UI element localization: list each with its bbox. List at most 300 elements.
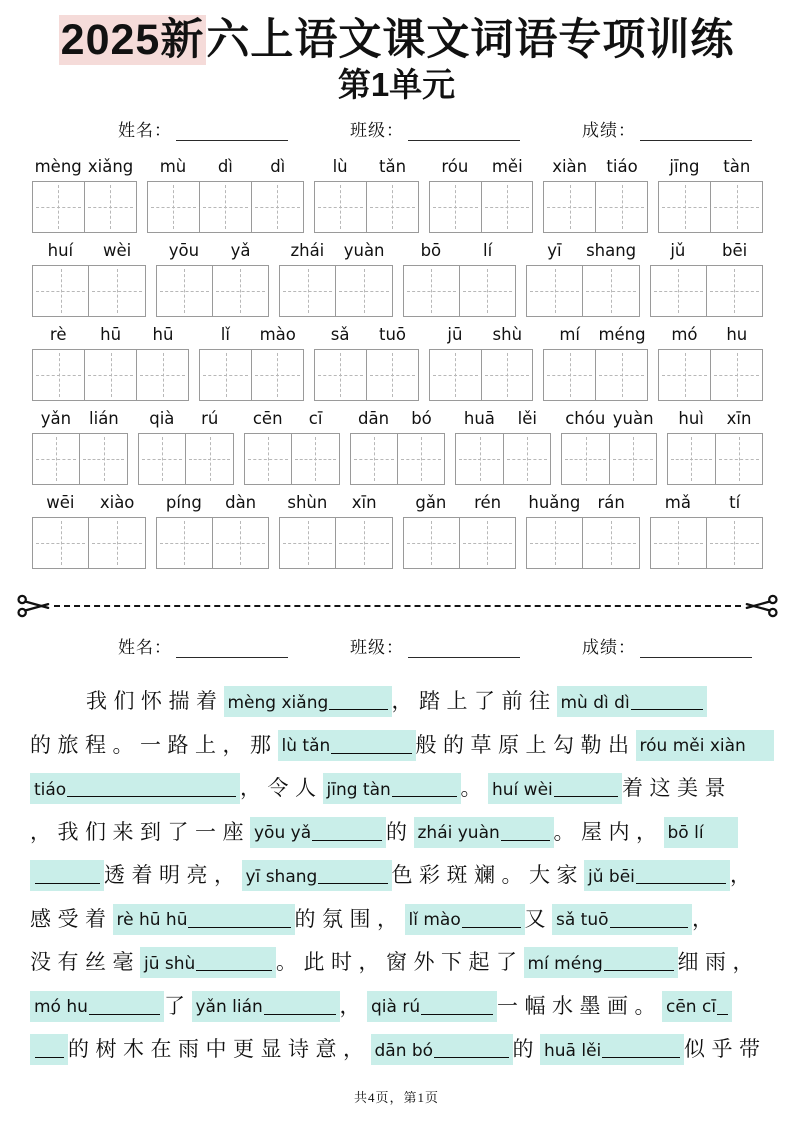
pinyin-syllable: zhái bbox=[290, 241, 325, 261]
blank-write-line bbox=[35, 883, 100, 884]
pinyin-syllable: tí bbox=[729, 493, 741, 513]
passage-line bbox=[30, 674, 765, 718]
writing-box bbox=[583, 518, 638, 568]
writing-box-group bbox=[156, 265, 270, 317]
class-field bbox=[350, 633, 520, 658]
writing-box bbox=[651, 518, 707, 568]
writing-box bbox=[482, 182, 533, 232]
writing-box bbox=[157, 518, 213, 568]
passage-text: 的氛围， bbox=[294, 906, 405, 931]
blank-pinyin-hint: sǎ tuō bbox=[556, 910, 609, 931]
pinyin-word-group bbox=[138, 406, 234, 485]
writing-box bbox=[398, 434, 444, 484]
pinyin-grid-row bbox=[32, 490, 763, 569]
writing-box-group bbox=[279, 265, 393, 317]
fill-in-blank bbox=[224, 686, 392, 717]
pinyin-syllable: chóu bbox=[565, 409, 606, 429]
writing-box bbox=[596, 182, 647, 232]
pinyin-word-group bbox=[32, 238, 146, 317]
pinyin-label-row bbox=[199, 322, 304, 349]
pinyin-grid-section bbox=[32, 149, 763, 569]
fill-in-blank bbox=[524, 947, 678, 978]
pinyin-word-group bbox=[429, 154, 534, 233]
pinyin-word-group bbox=[32, 406, 128, 485]
pinyin-word-group bbox=[526, 490, 640, 569]
fill-in-blank bbox=[30, 1034, 68, 1065]
scissors-icon bbox=[741, 593, 781, 619]
class-write-line bbox=[408, 641, 520, 658]
passage-text: 感受着 bbox=[30, 906, 113, 931]
blank-write-line bbox=[554, 796, 618, 797]
passage-text: 。此时，窗外下起了 bbox=[276, 950, 524, 975]
blank-write-line bbox=[89, 1014, 160, 1015]
writing-box bbox=[544, 350, 596, 400]
pinyin-syllable: jīng bbox=[669, 157, 700, 177]
name-label: 姓名： bbox=[118, 120, 172, 140]
writing-box-group bbox=[650, 265, 764, 317]
blank-write-line bbox=[318, 883, 387, 884]
pinyin-syllable: sǎ bbox=[330, 325, 350, 345]
pinyin-word-group bbox=[543, 322, 648, 401]
pinyin-syllable: xiàn bbox=[552, 157, 588, 177]
blank-pinyin-hint: lù tǎn bbox=[281, 736, 331, 757]
pinyin-label-row bbox=[156, 238, 270, 265]
writing-box-group bbox=[526, 517, 640, 569]
pinyin-syllable: dì bbox=[217, 157, 233, 177]
writing-box-group bbox=[199, 349, 304, 401]
fill-in-blank bbox=[662, 991, 732, 1022]
name-label: 姓名： bbox=[118, 637, 172, 657]
passage-text: ，踏上了前往 bbox=[391, 689, 557, 714]
pinyin-label-row bbox=[455, 406, 551, 433]
writing-box bbox=[404, 518, 460, 568]
pinyin-syllable: wèi bbox=[103, 241, 132, 261]
fill-in-blank bbox=[557, 686, 707, 717]
pinyin-syllable: mèng bbox=[34, 157, 82, 177]
blank-pinyin-hint: mù dì dì bbox=[560, 692, 630, 713]
fill-in-blank bbox=[488, 773, 622, 804]
pinyin-word-group bbox=[650, 238, 764, 317]
pinyin-word-group bbox=[667, 406, 763, 485]
pinyin-syllable: hū bbox=[100, 325, 122, 345]
pinyin-syllable: yuàn bbox=[343, 241, 385, 261]
pinyin-word-group bbox=[156, 490, 270, 569]
blank-write-line bbox=[631, 709, 703, 710]
passage-line bbox=[30, 804, 765, 848]
page-number-footer: 共4页，第1页 bbox=[353, 1090, 439, 1105]
writing-box bbox=[148, 182, 200, 232]
passage-text: ，令人 bbox=[240, 776, 323, 801]
fields-row-top bbox=[118, 116, 793, 141]
passage-text: ， bbox=[339, 993, 367, 1018]
pinyin-word-group bbox=[429, 322, 534, 401]
writing-box bbox=[80, 434, 126, 484]
pinyin-label-row bbox=[279, 490, 393, 517]
passage-text: 。屋内， bbox=[553, 819, 664, 844]
pinyin-syllable: dàn bbox=[225, 493, 257, 513]
blank-pinyin-hint: róu měi xiàn bbox=[639, 736, 746, 757]
writing-box bbox=[33, 434, 80, 484]
passage-text: 没有丝毫 bbox=[30, 950, 140, 975]
writing-box-group bbox=[32, 433, 128, 485]
name-write-line bbox=[176, 641, 288, 658]
writing-box-group bbox=[350, 433, 446, 485]
blank-write-line bbox=[421, 1014, 493, 1015]
blank-write-line bbox=[312, 840, 382, 841]
class-label: 班级： bbox=[350, 120, 404, 140]
score-field bbox=[582, 633, 752, 658]
fill-in-blank bbox=[278, 730, 416, 761]
blank-pinyin-hint: huā lěi bbox=[544, 1040, 602, 1061]
pinyin-label-row bbox=[32, 490, 146, 517]
pinyin-syllable: dì bbox=[270, 157, 286, 177]
pinyin-label-row bbox=[244, 406, 340, 433]
fill-in-blank bbox=[540, 1034, 684, 1065]
blank-pinyin-hint: yī shang bbox=[245, 866, 318, 887]
writing-box-group bbox=[403, 517, 517, 569]
fill-in-blank bbox=[584, 860, 730, 891]
pinyin-syllable: xiào bbox=[99, 493, 135, 513]
passage-text: 细雨， bbox=[677, 950, 760, 975]
pinyin-syllable: xīn bbox=[351, 493, 377, 513]
blank-write-line bbox=[67, 796, 236, 797]
pinyin-syllable: měi bbox=[491, 157, 523, 177]
passage-line bbox=[30, 717, 765, 761]
blank-pinyin-hint: mó hu bbox=[34, 997, 88, 1018]
writing-box-group bbox=[32, 349, 189, 401]
blank-write-line bbox=[462, 927, 521, 928]
page-title bbox=[0, 16, 793, 65]
fill-in-blank bbox=[367, 991, 497, 1022]
pinyin-word-group bbox=[32, 322, 189, 401]
pinyin-syllable: yī bbox=[547, 241, 562, 261]
writing-box bbox=[292, 434, 338, 484]
pinyin-label-row bbox=[526, 490, 640, 517]
pinyin-syllable: tiáo bbox=[606, 157, 638, 177]
writing-box bbox=[456, 434, 503, 484]
writing-box bbox=[596, 350, 647, 400]
fill-in-blank bbox=[323, 773, 461, 804]
pinyin-word-group bbox=[403, 490, 517, 569]
score-label: 成绩： bbox=[582, 637, 636, 657]
writing-box bbox=[157, 266, 213, 316]
writing-box bbox=[367, 350, 418, 400]
pinyin-word-group bbox=[658, 322, 763, 401]
writing-box bbox=[33, 182, 85, 232]
blank-write-line bbox=[392, 796, 457, 797]
fill-in-blank bbox=[664, 817, 738, 848]
pinyin-grid-row bbox=[32, 154, 763, 233]
class-label: 班级： bbox=[350, 637, 404, 657]
fill-in-blank bbox=[414, 817, 554, 848]
writing-box bbox=[89, 518, 144, 568]
pinyin-label-row bbox=[314, 322, 419, 349]
passage-text: 的旅程。一路上，那 bbox=[30, 732, 278, 757]
passage-text: 了 bbox=[164, 993, 192, 1018]
pinyin-syllable: huì bbox=[678, 409, 704, 429]
blank-write-line bbox=[604, 970, 674, 971]
pinyin-word-group bbox=[455, 406, 551, 485]
pinyin-word-group bbox=[543, 154, 648, 233]
fill-in-blank bbox=[250, 817, 386, 848]
passage-text: 的树木在雨中更显诗意， bbox=[68, 1037, 371, 1062]
fill-in-blank bbox=[30, 773, 240, 804]
writing-box-group bbox=[543, 349, 648, 401]
pinyin-label-row bbox=[350, 406, 446, 433]
writing-box-group bbox=[147, 181, 304, 233]
pinyin-label-row bbox=[526, 238, 640, 265]
fill-in-blank bbox=[30, 860, 104, 891]
pinyin-word-group bbox=[561, 406, 657, 485]
fill-in-blank bbox=[405, 904, 525, 935]
pinyin-syllable: cēn bbox=[252, 409, 283, 429]
pinyin-word-group bbox=[279, 490, 393, 569]
pinyin-word-group bbox=[32, 490, 146, 569]
writing-box bbox=[659, 182, 711, 232]
pinyin-label-row bbox=[658, 322, 763, 349]
pinyin-syllable: cī bbox=[308, 409, 323, 429]
pinyin-word-group bbox=[403, 238, 517, 317]
blank-pinyin-hint: jǔ bēi bbox=[588, 866, 635, 887]
pinyin-syllable: huí bbox=[47, 241, 74, 261]
writing-box bbox=[280, 518, 336, 568]
writing-box bbox=[336, 518, 391, 568]
passage-text: ，我们来到了一座 bbox=[30, 819, 250, 844]
writing-box bbox=[659, 350, 711, 400]
passage-text: 透着明亮， bbox=[104, 863, 242, 888]
writing-box bbox=[716, 434, 762, 484]
pinyin-grid-row bbox=[32, 406, 763, 485]
blank-write-line bbox=[196, 970, 272, 971]
writing-box bbox=[351, 434, 398, 484]
score-write-line bbox=[640, 124, 752, 141]
unit-subtitle: 第1单元 bbox=[337, 66, 456, 104]
blank-write-line bbox=[636, 883, 726, 884]
pinyin-grid-row bbox=[32, 238, 763, 317]
pinyin-grid-row bbox=[32, 322, 763, 401]
writing-box-group bbox=[543, 181, 648, 233]
blank-write-line bbox=[188, 927, 290, 928]
pinyin-label-row bbox=[147, 154, 304, 181]
pinyin-syllable: lǐ bbox=[220, 325, 230, 345]
cut-line bbox=[14, 593, 781, 619]
pinyin-syllable: méng bbox=[598, 325, 646, 345]
writing-box bbox=[562, 434, 609, 484]
pinyin-syllable: bēi bbox=[722, 241, 748, 261]
pinyin-syllable: yǎ bbox=[230, 241, 251, 261]
writing-box-group bbox=[429, 181, 534, 233]
writing-box bbox=[711, 182, 762, 232]
pinyin-syllable: wēi bbox=[46, 493, 75, 513]
blank-write-line bbox=[610, 927, 688, 928]
writing-box bbox=[430, 182, 482, 232]
passage-text: 着这美景 bbox=[622, 776, 732, 801]
pinyin-label-row bbox=[658, 154, 763, 181]
writing-box bbox=[482, 350, 533, 400]
pinyin-word-group bbox=[526, 238, 640, 317]
writing-box-group bbox=[244, 433, 340, 485]
class-field bbox=[350, 116, 520, 141]
blank-pinyin-hint: huí wèi bbox=[492, 779, 553, 800]
passage-line bbox=[30, 761, 765, 805]
blank-write-line bbox=[501, 840, 550, 841]
writing-box-group bbox=[32, 517, 146, 569]
fill-in-blank bbox=[371, 1034, 513, 1065]
pinyin-syllable: mào bbox=[259, 325, 296, 345]
writing-box bbox=[89, 266, 144, 316]
blank-pinyin-hint: dān bó bbox=[374, 1040, 434, 1061]
writing-box bbox=[430, 350, 482, 400]
pinyin-word-group bbox=[147, 154, 304, 233]
pinyin-label-row bbox=[561, 406, 657, 433]
blank-write-line bbox=[35, 1057, 64, 1058]
blank-write-line bbox=[434, 1057, 508, 1058]
pinyin-word-group bbox=[279, 238, 393, 317]
pinyin-label-row bbox=[543, 322, 648, 349]
pinyin-syllable: shùn bbox=[287, 493, 328, 513]
writing-box bbox=[544, 182, 596, 232]
fill-in-blank bbox=[242, 860, 392, 891]
writing-box-group bbox=[156, 517, 270, 569]
pinyin-syllable: dān bbox=[358, 409, 390, 429]
writing-box-group bbox=[32, 265, 146, 317]
writing-box bbox=[137, 350, 188, 400]
writing-box bbox=[315, 350, 367, 400]
writing-box-group bbox=[650, 517, 764, 569]
pinyin-syllable: huǎng bbox=[528, 493, 581, 513]
fill-in-blank bbox=[113, 904, 295, 935]
pinyin-label-row bbox=[650, 490, 764, 517]
passage-text: 一幅水墨画。 bbox=[497, 993, 662, 1018]
fill-in-blank bbox=[140, 947, 276, 978]
pinyin-syllable: gǎn bbox=[415, 493, 447, 513]
blank-write-line bbox=[602, 1057, 680, 1058]
writing-box bbox=[85, 350, 137, 400]
pinyin-word-group bbox=[314, 322, 419, 401]
blank-pinyin-hint: yǎn lián bbox=[195, 997, 263, 1018]
pinyin-syllable: xīn bbox=[726, 409, 752, 429]
writing-box bbox=[610, 434, 656, 484]
pinyin-syllable: hū bbox=[152, 325, 174, 345]
writing-box bbox=[527, 518, 583, 568]
blank-write-line bbox=[717, 1014, 728, 1015]
passage-text: 的 bbox=[512, 1037, 540, 1062]
pinyin-syllable: rán bbox=[597, 493, 625, 513]
writing-box-group bbox=[658, 181, 763, 233]
pinyin-syllable: tǎn bbox=[378, 157, 407, 177]
writing-box bbox=[280, 266, 336, 316]
passage-text: 似乎带 bbox=[684, 1037, 767, 1062]
name-field bbox=[118, 633, 288, 658]
writing-box-group bbox=[455, 433, 551, 485]
passage-text: ， bbox=[730, 863, 758, 888]
writing-box bbox=[504, 434, 550, 484]
writing-box-group bbox=[658, 349, 763, 401]
writing-box-group bbox=[314, 349, 419, 401]
writing-box bbox=[33, 350, 85, 400]
cut-dash-line bbox=[54, 605, 741, 607]
pinyin-label-row bbox=[279, 238, 393, 265]
blank-pinyin-hint: cēn cī bbox=[666, 997, 717, 1018]
pinyin-word-group bbox=[156, 238, 270, 317]
writing-box bbox=[200, 182, 252, 232]
pinyin-syllable: tàn bbox=[723, 157, 751, 177]
writing-box-group bbox=[667, 433, 763, 485]
writing-box-group bbox=[403, 265, 517, 317]
pinyin-label-row bbox=[403, 238, 517, 265]
passage-line bbox=[30, 848, 765, 892]
writing-box bbox=[200, 350, 252, 400]
pinyin-label-row bbox=[32, 322, 189, 349]
writing-box bbox=[711, 350, 762, 400]
pinyin-syllable: bō bbox=[420, 241, 442, 261]
pinyin-word-group bbox=[350, 406, 446, 485]
writing-box bbox=[315, 182, 367, 232]
writing-box bbox=[213, 266, 268, 316]
pinyin-label-row bbox=[138, 406, 234, 433]
passage-text: 色彩斑斓。大家 bbox=[391, 863, 584, 888]
score-field bbox=[582, 116, 752, 141]
writing-box bbox=[460, 266, 515, 316]
writing-box-group bbox=[279, 517, 393, 569]
writing-box bbox=[85, 182, 136, 232]
pinyin-syllable: lián bbox=[89, 409, 119, 429]
pinyin-syllable: mí bbox=[559, 325, 580, 345]
class-write-line bbox=[408, 124, 520, 141]
pinyin-syllable: rè bbox=[49, 325, 67, 345]
blank-pinyin-hint: tiáo bbox=[34, 779, 67, 800]
pinyin-syllable: hu bbox=[726, 325, 748, 345]
pinyin-label-row bbox=[32, 406, 128, 433]
passage bbox=[30, 674, 765, 1066]
writing-box-group bbox=[314, 181, 419, 233]
pinyin-label-row bbox=[429, 154, 534, 181]
blank-pinyin-hint: zhái yuàn bbox=[417, 823, 500, 844]
passage-text: 般的草原上勾勒出 bbox=[415, 732, 636, 757]
pinyin-syllable: yōu bbox=[168, 241, 200, 261]
pinyin-syllable: lěi bbox=[517, 409, 537, 429]
passage-text: 我们怀揣着 bbox=[86, 689, 224, 714]
pinyin-label-row bbox=[650, 238, 764, 265]
fill-in-blank bbox=[636, 730, 774, 761]
pinyin-label-row bbox=[156, 490, 270, 517]
writing-box bbox=[583, 266, 638, 316]
pinyin-label-row bbox=[667, 406, 763, 433]
writing-box bbox=[367, 182, 418, 232]
fill-in-blank bbox=[552, 904, 692, 935]
pinyin-syllable: yǎn bbox=[40, 409, 72, 429]
pinyin-syllable: mǎ bbox=[664, 493, 691, 513]
pinyin-syllable: rén bbox=[474, 493, 502, 513]
pinyin-syllable: jū bbox=[447, 325, 463, 345]
pinyin-syllable: tuō bbox=[378, 325, 407, 345]
passage-line bbox=[30, 935, 765, 979]
paragraph-indent bbox=[30, 716, 86, 717]
fill-in-blank bbox=[30, 991, 164, 1022]
pinyin-syllable: mó bbox=[671, 325, 698, 345]
blank-pinyin-hint: mèng xiǎng bbox=[227, 692, 329, 713]
pinyin-syllable: róu bbox=[441, 157, 469, 177]
blank-pinyin-hint: jū shù bbox=[144, 953, 196, 974]
title-highlight: 2025新 bbox=[60, 16, 205, 64]
blank-pinyin-hint: lǐ mào bbox=[408, 910, 461, 931]
writing-box bbox=[186, 434, 232, 484]
pinyin-syllable: yuàn bbox=[612, 409, 654, 429]
pinyin-word-group bbox=[314, 154, 419, 233]
pinyin-syllable: lí bbox=[483, 241, 493, 261]
writing-box bbox=[707, 518, 762, 568]
passage-line bbox=[30, 1022, 765, 1066]
